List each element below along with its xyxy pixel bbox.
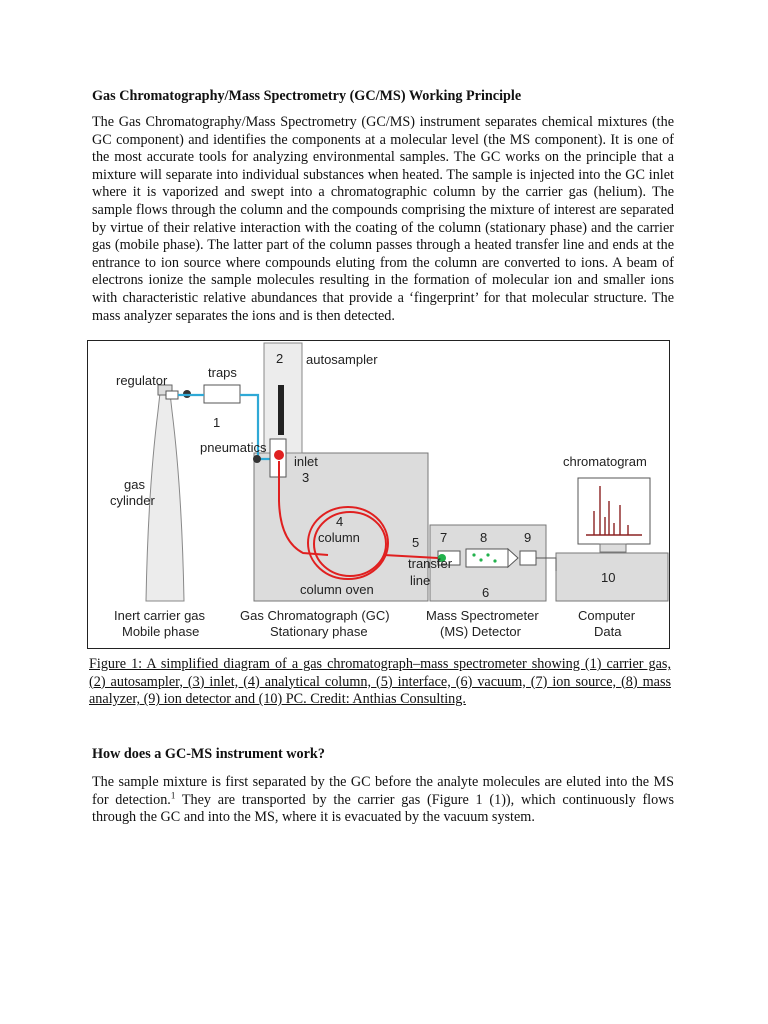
label-num3: 3 bbox=[302, 470, 310, 485]
label-gc: Gas Chromatograph (GC) bbox=[240, 608, 390, 623]
pneumatics-valve bbox=[253, 455, 261, 463]
footnote-ref: 1 bbox=[170, 789, 176, 800]
label-line: line bbox=[410, 573, 431, 588]
label-cylinder: cylinder bbox=[110, 493, 155, 508]
label-num8: 8 bbox=[480, 530, 488, 545]
label-num5: 5 bbox=[412, 535, 420, 550]
label-stationary-phase: Stationary phase bbox=[270, 624, 368, 639]
label-chromatogram: chromatogram bbox=[563, 454, 647, 469]
body-paragraph-2 bbox=[92, 774, 674, 827]
label-ms: Mass Spectrometer bbox=[426, 608, 539, 623]
label-regulator: regulator bbox=[116, 373, 168, 388]
label-num7: 7 bbox=[440, 530, 448, 545]
mass-analyzer bbox=[466, 549, 508, 567]
label-computer: Computer bbox=[578, 608, 636, 623]
section-heading: How does a GC-MS instrument work? bbox=[92, 746, 325, 762]
label-mobile-phase: Mobile phase bbox=[122, 624, 200, 639]
label-data: Data bbox=[594, 624, 622, 639]
label-num4: 4 bbox=[336, 514, 344, 529]
traps-box bbox=[204, 385, 240, 403]
label-num10: 10 bbox=[601, 570, 616, 585]
label-traps: traps bbox=[208, 365, 237, 380]
gcms-diagram bbox=[87, 340, 670, 649]
label-num2: 2 bbox=[276, 351, 284, 366]
label-column: column bbox=[318, 530, 360, 545]
label-transfer: transfer bbox=[408, 556, 453, 571]
ion-detector bbox=[520, 551, 536, 565]
figure-caption: Figure 1: A simplified diagram of a gas chromatograph–mass spectrometer showing (1) carrier gas, (2) autosampler, (3) inlet, (4) analytical column, (5) interface, (6) vacuum, (7) ion source, (8) mass analyzer, (9) ion detector and (10) PC. Credit: Anthias Consulting. bbox=[89, 656, 671, 708]
label-inlet: inlet bbox=[294, 454, 318, 469]
document-title: Gas Chromatography/Mass Spectrometry (GC/MS) Working Principle bbox=[92, 88, 522, 104]
label-gas: gas bbox=[124, 477, 145, 492]
p2-text-after: They are transported by the carrier gas (Figure 1 (1)), which continuously flows through the GC and into the MS, where it is evacuated by the vacuum system. bbox=[92, 791, 674, 826]
p2-text-before: The sample mixture is first separated by the GC before the analyte molecules are eluted into the MS for detection. bbox=[92, 774, 674, 808]
label-pneumatics: pneumatics bbox=[200, 440, 267, 455]
label-num1: 1 bbox=[213, 415, 221, 430]
label-num6: 6 bbox=[482, 585, 490, 600]
label-column-oven: column oven bbox=[300, 582, 374, 597]
intro-paragraph: The Gas Chromatography/Mass Spectrometry (GC/MS) instrument separates chemical mixtures (the GC component) and identifies the components at a molecular level (the MS component). It is one of the most accurate tools for analyzing environmental samples. The GC works on the principle that a mixture will separate into individual substances when heated. The sample is injected into the GC inlet where it is vaporized and swept into a chromatographic column by the carrier gas (helium). The sample flows through the column and the compounds comprising the mixture of interest are separated by virtue of their relative interaction with the coating of the column (stationary phase) and the carrier gas (mobile phase). The latter part of the column passes through a heated transfer line and ends at the entrance to ion source where compounds eluting from the column are converted to ions. A beam of electrons ionize the sample molecules resulting in the formation of molecular ion and smaller ions with characteristic relative abundances that provide a ‘fingerprint’ for that molecular structure. The mass analyzer separates the ions and is then detected. bbox=[92, 114, 674, 324]
label-inert-carrier-gas: Inert carrier gas bbox=[114, 608, 206, 623]
label-num9: 9 bbox=[524, 530, 532, 545]
label-ms-detector: (MS) Detector bbox=[440, 624, 521, 639]
label-autosampler: autosampler bbox=[306, 352, 378, 367]
